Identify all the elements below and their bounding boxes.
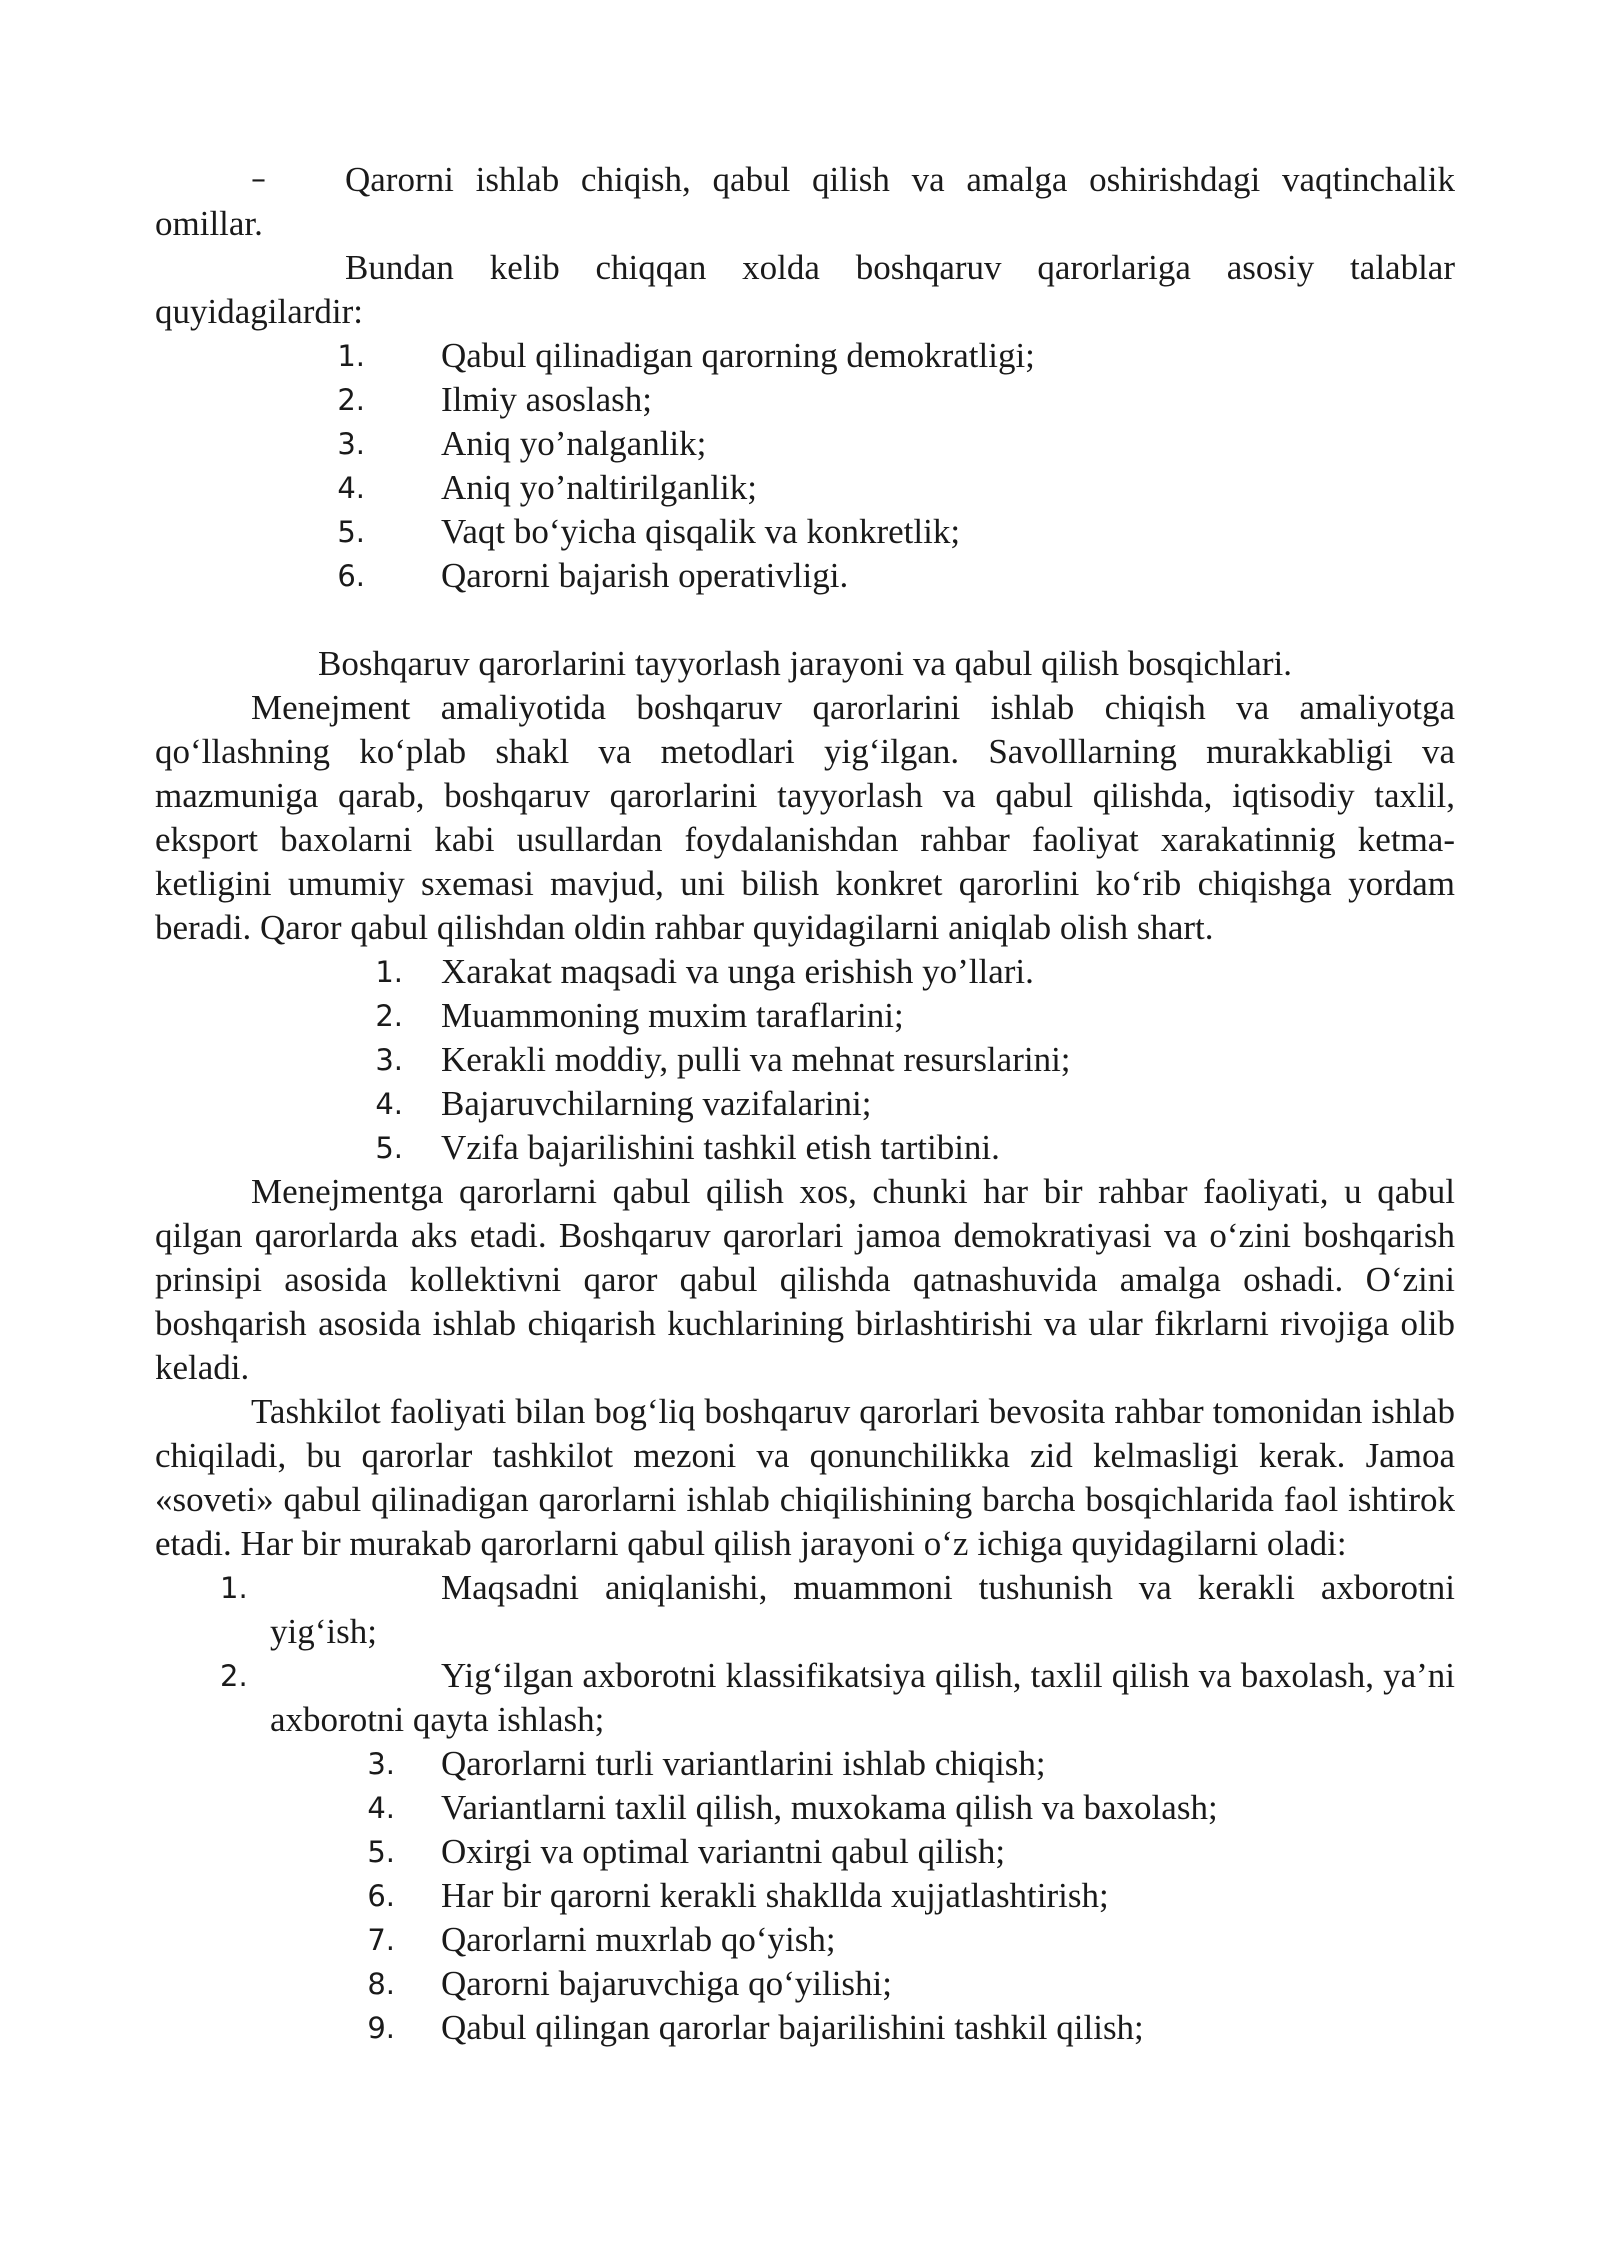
list-item (155, 334, 1455, 378)
body-paragraph: Menejment amaliyotida boshqaruv qarorlarini ishlab chiqish va amaliyotga qo‘llashning ko‘plab shakl va metodlari yig‘ilgan. Savolllarning murakkabligi va mazmuniga qarab, boshqaruv qarorlarini tayyorlash va qabul qilishda, iqtisodiy taxlil, eksport baxolarni kabi usullardan foydalanishdan rahbar faoliyat xarakatinnig ketma-ketligini umumiy sxemasi mavjud, uni bilish konkret qarorlini ko‘rib chiqishga yordam beradi. Qaror qabul qilishdan oldin rahbar quyidagilarni aniqlab olish shart. (155, 688, 1455, 947)
list-item-text: Har bir qarorni kerakli shakllda xujjatlashtirish; (441, 1876, 1109, 1915)
intro-paragraph: Bundan kelib chiqqan xolda boshqaruv qarorlariga asosiy talablar quyidagilardir: (155, 248, 1455, 331)
list-item-text: Aniq yo’naltirilganlik; (441, 468, 757, 507)
list-item-text: Vaqt bo‘yicha qisqalik va konkretlik; (441, 512, 961, 551)
dash-item-text: Qarorni ishlab chiqish, qabul qilish va amalga oshirishdagi vaqtinchalik omillar. (155, 160, 1455, 243)
list-item (155, 510, 1455, 554)
list-item-text: Bajaruvchilarning vazifalarini; (441, 1084, 872, 1123)
list-item (155, 950, 1455, 994)
list-item (155, 1918, 1455, 1962)
list-item-text: Qarorlarni turli variantlarini ishlab chiqish; (441, 1744, 1046, 1783)
list-number: 5. (375, 1131, 403, 1165)
list-number-text: 2. (220, 1659, 248, 1693)
list-item-text: Variantlarni taxlil qilish, muxokama qilish va baxolash; (441, 1788, 1218, 1827)
list-item (155, 378, 1455, 422)
list-item (155, 994, 1455, 1038)
list-item-text: Vzifa bajarilishini tashkil etish tartibini. (441, 1128, 1000, 1167)
list-item (155, 1786, 1455, 1830)
list-item-text: Muammoning muxim taraflarini; (441, 996, 904, 1035)
list-item (155, 554, 1455, 598)
list-item (155, 1566, 1455, 1654)
list-number: 4. (375, 1087, 403, 1121)
list-item-text: Oxirgi va optimal variantni qabul qilish; (441, 1832, 1006, 1871)
list-item-text: Aniq yo’nalganlik; (441, 424, 707, 463)
body-paragraph: Tashkilot faoliyati bilan bog‘liq boshqaruv qarorlari bevosita rahbar tomonidan ishlab chiqiladi, bu qarorlar tashkilot mezoni va qonunchilikka zid kelmasligi kerak. Jamoa «soveti» qabul qilinadigan qarorlarni ishlab chiqilishining barcha bosqichlarida faol ishtirok etadi. Har bir murakab qarorlarni qabul qilish jarayoni o‘z ichiga quyidagilarni oladi: (155, 1392, 1455, 1563)
list-item (155, 2006, 1455, 2050)
list-item (155, 422, 1455, 466)
list-number: 6. (337, 559, 365, 593)
list-item (155, 1962, 1455, 2006)
list-number: 4. (367, 1791, 395, 1825)
list-item (155, 1654, 1455, 1742)
list-item-text: Qabul qilinadigan qarorning demokratligi; (441, 336, 1035, 375)
list-item-text: Qarorlarni muxrlab qo‘yish; (441, 1920, 836, 1959)
list-item (155, 1126, 1455, 1170)
list-number: 5. (337, 515, 365, 549)
list-item-text: Ilmiy asoslash; (441, 380, 652, 419)
list-item (155, 1082, 1455, 1126)
dash-item (155, 158, 1455, 246)
list-number: 1. (337, 339, 365, 373)
list-item (155, 466, 1455, 510)
list-item-text: Kerakli moddiy, pulli va mehnat resurslarini; (441, 1040, 1071, 1079)
section-heading: Boshqaruv qarorlarini tayyorlash jarayoni va qabul qilish bosqichlari. (318, 644, 1292, 683)
list-number-text: 1. (220, 1571, 248, 1605)
list-item-text: Qarorni bajaruvchiga qo‘yilishi; (441, 1964, 892, 2003)
list-number: 1. (375, 955, 403, 989)
list-item-text: Qarorni bajarish operativligi. (441, 556, 849, 595)
process-steps-list (155, 1566, 1455, 2050)
list-item (155, 1038, 1455, 1082)
list-item (155, 1830, 1455, 1874)
list-item-text: Maqsadni aniqlanishi, muammoni tushunish va kerakli axborotni yig‘ish; (270, 1568, 1455, 1651)
list-number: 3. (375, 1043, 403, 1077)
list-number: 2. (375, 999, 403, 1033)
document-page (155, 158, 1455, 2050)
body-paragraph: Menejmentga qarorlarni qabul qilish xos, chunki har bir rahbar faoliyati, u qabul qilgan qarorlarda aks etadi. Boshqaruv qarorlari jamoa demokratiyasi va o‘zini boshqarish prinsipi asosida kollektivni qaror qabul qilishda qatnashuvida amalga oshadi. O‘zini boshqarish asosida ishlab chiqarish kuchlarining birlashtirishi va ular fikrlarni rivojiga olib keladi. (155, 1172, 1455, 1387)
list-number: 5. (367, 1835, 395, 1869)
list-item (155, 1742, 1455, 1786)
list-number: 6. (367, 1879, 395, 1913)
dash-bullet: – (251, 162, 266, 197)
list-item-text: Yig‘ilgan axborotni klassifikatsiya qilish, taxlil qilish va baxolash, ya’ni axborotni qayta ishlash; (270, 1656, 1455, 1739)
list-number: 3. (337, 427, 365, 461)
list-item-text: Xarakat maqsadi va unga erishish yo’llari. (441, 952, 1034, 991)
list-number: 3. (367, 1747, 395, 1781)
list-number: 9. (367, 2011, 395, 2045)
list-number: 2. (337, 383, 365, 417)
leader-checklist (155, 950, 1455, 1170)
requirements-list (155, 334, 1455, 598)
list-number: 8. (367, 1967, 395, 2001)
list-number: 7. (367, 1923, 395, 1957)
list-item (155, 1874, 1455, 1918)
list-number: 4. (337, 471, 365, 505)
list-item-text: Qabul qilingan qarorlar bajarilishini tashkil qilish; (441, 2008, 1144, 2047)
